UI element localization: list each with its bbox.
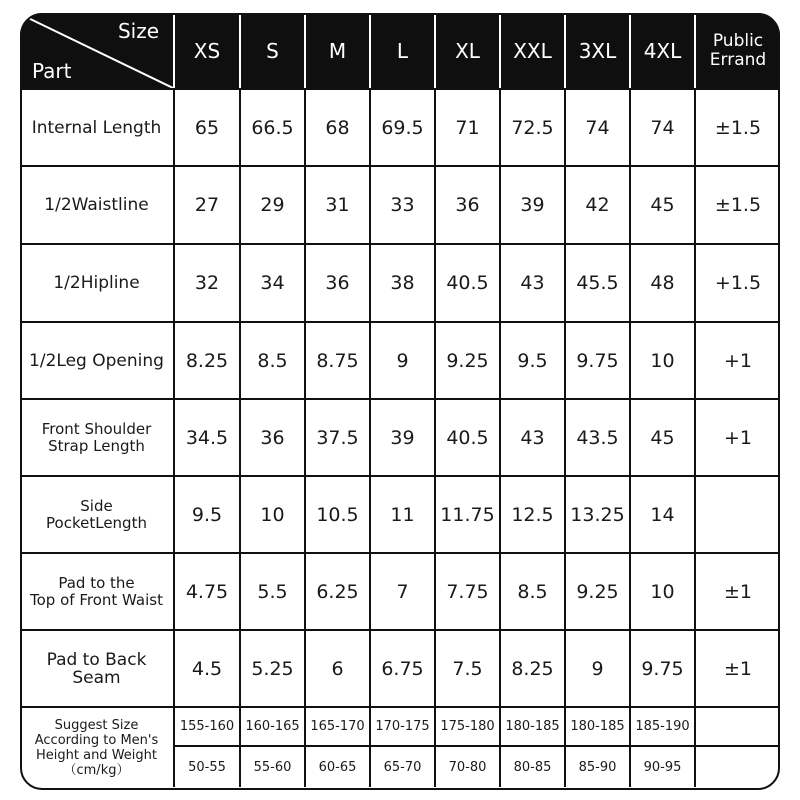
measurement-cell: 11: [369, 475, 434, 552]
measurement-cell: 38: [369, 243, 434, 321]
tolerance-cell: ±1: [694, 629, 780, 706]
tolerance-header-line2: Errand: [709, 49, 767, 70]
measurement-cell: 34: [239, 243, 304, 321]
measurement-cell: 11.75: [434, 475, 499, 552]
measurement-cell: 9.75: [564, 321, 629, 398]
measurement-cell: 9: [369, 321, 434, 398]
suggest-label-line: （cm/kg）: [63, 762, 130, 778]
measurement-cell: 10: [629, 552, 694, 629]
measurement-cell: 8.25: [499, 629, 564, 706]
size-chart-table: [20, 13, 780, 790]
measurement-cell: 10: [629, 321, 694, 398]
row-label: [20, 165, 173, 243]
measurement-cell: 40.5: [434, 243, 499, 321]
measurement-cell: 7.5: [434, 629, 499, 706]
measurement-cell: 74: [564, 88, 629, 165]
tolerance-cell: +1: [694, 398, 780, 475]
suggest-label-line: Suggest Size: [54, 717, 139, 733]
tolerance-cell: ±1.5: [694, 88, 780, 165]
corner-size-label: Size: [117, 19, 159, 43]
measurement-cell: 65: [173, 88, 239, 165]
row-label-line1: Internal Length: [31, 117, 162, 138]
height-range-cell: 170-175: [369, 706, 434, 745]
row-label-line1: Pad to Back Seam: [46, 649, 147, 688]
row-label-line1: Front Shoulder: [41, 419, 152, 438]
measurement-cell: 37.5: [304, 398, 369, 475]
measurement-cell: 14: [629, 475, 694, 552]
measurement-cell: 27: [173, 165, 239, 243]
tolerance-cell: +1.5: [694, 243, 780, 321]
suggest-size-label: [20, 706, 173, 787]
measurement-cell: 6.25: [304, 552, 369, 629]
measurement-cell: 42: [564, 165, 629, 243]
measurement-cell: 45: [629, 398, 694, 475]
measurement-cell: 6: [304, 629, 369, 706]
measurement-cell: 9.5: [173, 475, 239, 552]
row-label: [20, 629, 173, 706]
corner-header: [20, 13, 173, 88]
measurement-cell: 4.5: [173, 629, 239, 706]
size-header-xs: XS: [173, 13, 239, 88]
measurement-cell: 8.75: [304, 321, 369, 398]
weight-range-cell: 50-55: [173, 745, 239, 787]
measurement-cell: 32: [173, 243, 239, 321]
measurement-cell: 9.5: [499, 321, 564, 398]
row-label-line2: Top of Front Waist: [30, 590, 163, 609]
measurement-cell: 45.5: [564, 243, 629, 321]
measurement-cell: 9.25: [434, 321, 499, 398]
row-label: [20, 88, 173, 165]
row-label-line1: 1/2Hipline: [53, 273, 140, 293]
row-label: [20, 321, 173, 398]
measurement-cell: 74: [629, 88, 694, 165]
measurement-cell: 33: [369, 165, 434, 243]
tolerance-header: [694, 13, 780, 88]
weight-range-cell: 65-70: [369, 745, 434, 787]
measurement-cell: 12.5: [499, 475, 564, 552]
empty-cell: [694, 706, 780, 745]
size-header-m: M: [304, 13, 369, 88]
row-label-line1: 1/2Waistline: [44, 195, 149, 215]
measurement-cell: 8.25: [173, 321, 239, 398]
measurement-cell: 39: [369, 398, 434, 475]
measurement-cell: 31: [304, 165, 369, 243]
weight-range-cell: 70-80: [434, 745, 499, 787]
measurement-cell: 43.5: [564, 398, 629, 475]
measurement-cell: 10: [239, 475, 304, 552]
tolerance-cell: [694, 475, 780, 552]
measurement-cell: 36: [239, 398, 304, 475]
row-label-line2: Strap Length: [48, 436, 145, 455]
weight-range-cell: 80-85: [499, 745, 564, 787]
measurement-cell: 48: [629, 243, 694, 321]
height-range-cell: 180-185: [499, 706, 564, 745]
measurement-cell: 40.5: [434, 398, 499, 475]
measurement-cell: 43: [499, 398, 564, 475]
measurement-cell: 5.25: [239, 629, 304, 706]
row-label-line1: Side: [80, 496, 113, 515]
tolerance-cell: +1: [694, 321, 780, 398]
suggest-label-line: According to Men's: [34, 732, 159, 748]
weight-range-cell: 60-65: [304, 745, 369, 787]
height-range-cell: 155-160: [173, 706, 239, 745]
measurement-cell: 4.75: [173, 552, 239, 629]
measurement-cell: 69.5: [369, 88, 434, 165]
tolerance-header-line1: Public: [712, 30, 764, 51]
row-label-line1: Pad to the: [58, 573, 135, 592]
corner-part-label: Part: [32, 59, 72, 83]
row-label-line2: PocketLength: [46, 513, 147, 532]
measurement-cell: 34.5: [173, 398, 239, 475]
size-header-4xl: 4XL: [629, 13, 694, 88]
measurement-cell: 13.25: [564, 475, 629, 552]
row-label: [20, 475, 173, 552]
height-range-cell: 175-180: [434, 706, 499, 745]
measurement-cell: 7.75: [434, 552, 499, 629]
size-header-l: L: [369, 13, 434, 88]
measurement-cell: 9.75: [629, 629, 694, 706]
measurement-cell: 45: [629, 165, 694, 243]
size-header-xl: XL: [434, 13, 499, 88]
height-range-cell: 185-190: [629, 706, 694, 745]
measurement-cell: 29: [239, 165, 304, 243]
measurement-cell: 66.5: [239, 88, 304, 165]
empty-cell: [694, 745, 780, 787]
weight-range-cell: 85-90: [564, 745, 629, 787]
row-label-line1: 1/2Leg Opening: [29, 350, 164, 371]
measurement-cell: 8.5: [499, 552, 564, 629]
measurement-cell: 71: [434, 88, 499, 165]
measurement-cell: 5.5: [239, 552, 304, 629]
measurement-cell: 9.25: [564, 552, 629, 629]
row-label: [20, 398, 173, 475]
suggest-label-line: Height and Weight: [36, 747, 157, 763]
measurement-cell: 36: [304, 243, 369, 321]
height-range-cell: 180-185: [564, 706, 629, 745]
measurement-cell: 10.5: [304, 475, 369, 552]
weight-range-cell: 90-95: [629, 745, 694, 787]
height-range-cell: 165-170: [304, 706, 369, 745]
measurement-cell: 7: [369, 552, 434, 629]
row-label: [20, 552, 173, 629]
measurement-cell: 39: [499, 165, 564, 243]
size-header-3xl: 3XL: [564, 13, 629, 88]
height-range-cell: 160-165: [239, 706, 304, 745]
size-header-s: S: [239, 13, 304, 88]
row-label: [20, 243, 173, 321]
measurement-cell: 9: [564, 629, 629, 706]
measurement-cell: 43: [499, 243, 564, 321]
measurement-cell: 68: [304, 88, 369, 165]
measurement-cell: 36: [434, 165, 499, 243]
measurement-cell: 72.5: [499, 88, 564, 165]
tolerance-cell: ±1.5: [694, 165, 780, 243]
weight-range-cell: 55-60: [239, 745, 304, 787]
measurement-cell: 6.75: [369, 629, 434, 706]
tolerance-cell: ±1: [694, 552, 780, 629]
measurement-cell: 8.5: [239, 321, 304, 398]
size-header-xxl: XXL: [499, 13, 564, 88]
